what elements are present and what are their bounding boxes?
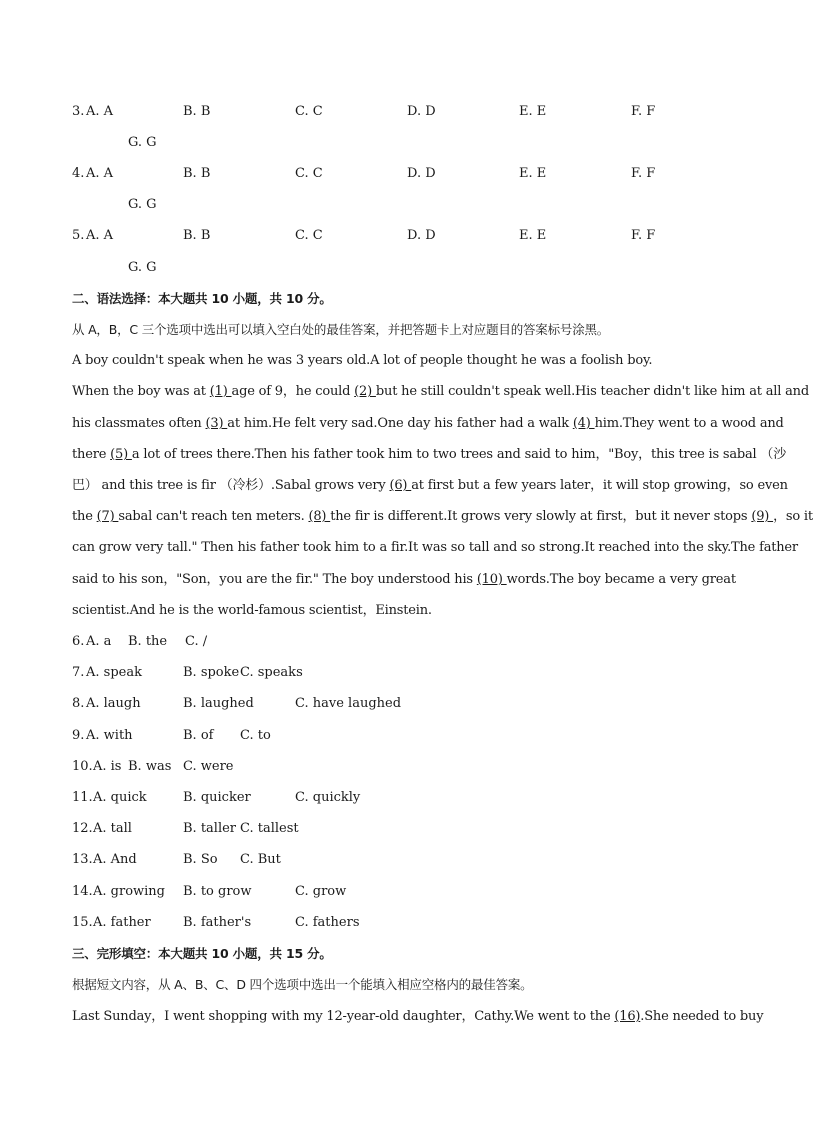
passage-line-7: can grow very tall." Then his father took him to a fir.It was so tall and so strong.It reached into the sky.The father [72, 540, 798, 555]
option-c: C. But [240, 852, 281, 867]
passage-line-4 [72, 445, 787, 465]
option-f: F. F [631, 166, 656, 181]
option-b: B. was [128, 759, 172, 774]
blank-7: (7) [96, 509, 119, 524]
section-3-heading: 三、完形填空：本大题共 10 小题，共 15 分。 [72, 946, 332, 961]
answer-row-3-cont [128, 133, 157, 153]
option-a: A. speak [86, 665, 142, 680]
question-number: 3. [72, 104, 85, 119]
option-b: B. father's [183, 915, 252, 930]
section-2-heading: 二、语法选择：本大题共 10 小题，共 10 分。 [72, 291, 332, 306]
passage-text: age of 9，he could [231, 384, 355, 399]
option-g: G. G [128, 260, 157, 275]
option-a: A. tall [93, 821, 132, 836]
option-a: A. growing [93, 884, 165, 899]
answer-row-4-cont [128, 195, 157, 215]
option-a: A. is [93, 759, 122, 774]
question-number: 4. [72, 166, 85, 181]
option-b: B. the [128, 634, 168, 649]
option-a: A. A [86, 228, 114, 243]
section-2-instruction: 从 A，B，C 三个选项中选出可以填入空白处的最佳答案，并把答题卡上对应题目的答案标号涂黑。 [72, 322, 610, 337]
passage-text: ，so it [773, 509, 813, 524]
option-b: B. So [183, 852, 218, 867]
option-a: A. quick [93, 790, 147, 805]
option-c: C. have laughed [295, 696, 402, 711]
question-number: 8. [72, 696, 85, 711]
blank-16: (16) [614, 1009, 641, 1024]
passage-text: him.They went to a wood and [594, 416, 784, 431]
question-number: 5. [72, 228, 85, 243]
passage-text: at first but a few years later，it will stop growing，so even [411, 478, 788, 493]
option-d: D. D [407, 228, 436, 243]
passage-text: there [72, 447, 111, 462]
option-e: E. E [519, 228, 547, 243]
passage-text: .She needed to buy [640, 1009, 764, 1024]
question-number: 9. [72, 728, 85, 743]
option-a: A. A [86, 166, 114, 181]
section-3-passage-line-1 [72, 1007, 764, 1027]
option-a: A. a [86, 634, 112, 649]
blank-8: (8) [308, 509, 331, 524]
passage-text: Last Sunday，I went shopping with my 12-year-old daughter，Cathy.We went to the [72, 1009, 615, 1024]
option-d: D. D [407, 104, 436, 119]
passage-line-8 [72, 570, 736, 590]
option-c: C. grow [295, 884, 347, 899]
option-c: C. quickly [295, 790, 361, 805]
option-a: A. father [93, 915, 151, 930]
passage-text: sabal can't reach ten meters. [118, 509, 309, 524]
option-b: B. to grow [183, 884, 252, 899]
option-c: C. C [295, 166, 323, 181]
passage-line-2 [72, 382, 809, 402]
option-a: A. A [86, 104, 114, 119]
option-b: B. quicker [183, 790, 251, 805]
passage-text: a lot of trees there.Then his father took him to two trees and said to him，"Boy，this tree is sabal （沙 [131, 447, 787, 462]
question-number: 14. [72, 884, 93, 899]
passage-line-9: scientist.And he is the world-famous scientist，Einstein. [72, 603, 432, 618]
option-d: D. D [407, 166, 436, 181]
option-c: C. to [240, 728, 271, 743]
question-number: 13. [72, 852, 93, 867]
option-c: C. C [295, 228, 323, 243]
passage-text: his classmates often [72, 416, 206, 431]
passage-text: words.The boy became a very great [506, 572, 736, 587]
question-number: 12. [72, 821, 93, 836]
option-f: F. F [631, 104, 656, 119]
option-g: G. G [128, 135, 157, 150]
option-b: B. of [183, 728, 214, 743]
option-b: B. laughed [183, 696, 254, 711]
question-number: 10. [72, 759, 93, 774]
option-c: C. / [185, 634, 208, 649]
passage-line-1: A boy couldn't speak when he was 3 years old.A lot of people thought he was a foolish boy. [72, 353, 653, 368]
passage-text: at him.He felt very sad.One day his father had a walk [227, 416, 573, 431]
passage-text: When the boy was at [72, 384, 210, 399]
option-c: C. C [295, 104, 323, 119]
option-b: B. B [183, 166, 211, 181]
passage-line-3 [72, 414, 784, 434]
blank-9: (9) [751, 509, 774, 524]
question-number: 6. [72, 634, 85, 649]
option-c: C. fathers [295, 915, 360, 930]
passage-line-5 [72, 476, 788, 496]
passage-text: the [72, 509, 97, 524]
option-e: E. E [519, 104, 547, 119]
passage-text: 巴） and this tree is fir （冷杉）.Sabal grows very [72, 478, 390, 493]
option-b: B. B [183, 104, 211, 119]
question-number: 15. [72, 915, 93, 930]
blank-2: (2) [354, 384, 376, 399]
blank-1: (1) [209, 384, 232, 399]
option-a: A. And [93, 852, 137, 867]
option-b: B. spoke [183, 665, 240, 680]
option-c: C. speaks [240, 665, 303, 680]
option-a: A. with [86, 728, 133, 743]
blank-3: (3) [205, 416, 228, 431]
blank-4: (4) [572, 416, 595, 431]
option-f: F. F [631, 228, 656, 243]
option-g: G. G [128, 197, 157, 212]
answer-row-5-cont [128, 258, 157, 278]
option-a: A. laugh [86, 696, 141, 711]
option-b: B. B [183, 228, 211, 243]
option-c: C. tallest [240, 821, 299, 836]
blank-10: (10) [476, 572, 507, 587]
passage-text: the fir is different.It grows very slowly at first，but it never stops [330, 509, 752, 524]
blank-6: (6) [389, 478, 412, 493]
blank-5: (5) [110, 447, 132, 462]
passage-text: but he still couldn't speak well.His teacher didn't like him at all and [375, 384, 809, 399]
passage-line-6 [72, 507, 813, 527]
option-c: C. were [183, 759, 234, 774]
option-b: B. taller [183, 821, 237, 836]
option-e: E. E [519, 166, 547, 181]
question-number: 11. [72, 790, 93, 805]
passage-text: said to his son，"Son，you are the fir." The boy understood his [72, 572, 477, 587]
section-3-instruction: 根据短文内容，从 A、B、C、D 四个选项中选出一个能填入相应空格内的最佳答案。 [72, 977, 533, 992]
question-number: 7. [72, 665, 85, 680]
